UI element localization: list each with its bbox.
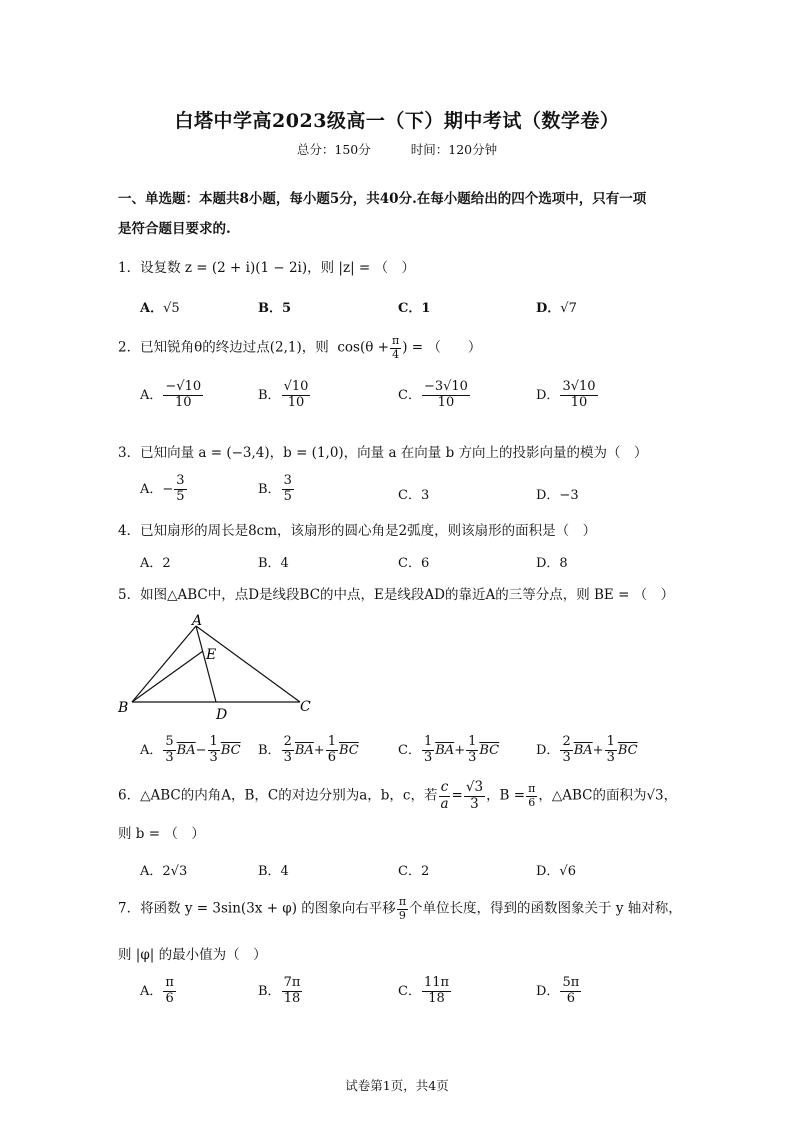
- question-6-option-c: C．2: [398, 864, 430, 879]
- vertex-label-d: D: [216, 707, 228, 723]
- exam-meta: [0, 140, 794, 158]
- question-3-stem: 3．已知向量 a = (−3,4)，b = (1,0)，向量 a 在向量 b 方向上的投影向量的模为（ ）: [118, 445, 648, 461]
- question-7-line2: 则 |φ| 的最小值为（ ）: [118, 947, 267, 963]
- question-1-option-b: B．5: [258, 301, 292, 316]
- question-1-option-d: D．√7: [536, 301, 577, 316]
- segment-ad: [196, 626, 216, 702]
- question-2-option-b: B． $\frac{√10}{10}$: [258, 379, 309, 410]
- question-3-option-a: A．− $\frac{3}{5}$: [140, 473, 185, 504]
- question-1-stem: 1．设复数 z = (2 + i)(1 − 2i)，则 |z| = （ ）: [118, 260, 416, 276]
- vertex-label-e: E: [206, 647, 217, 663]
- question-1-option-a: A．√5: [140, 301, 180, 316]
- page-title: 白塔中学高2023级高一（下）期中考试（数学卷）: [174, 110, 620, 132]
- page-footer: 试卷第1页，共4页: [345, 1078, 449, 1093]
- vertex-label-c: C: [300, 699, 311, 715]
- question-2-stem: 2．已知锐角θ的终边过点(2,1)，则 cos(θ + $\frac{\pi}{4}$ ) = （ ）: [118, 334, 482, 361]
- vertex-label-b: B: [118, 700, 129, 716]
- question-4-option-c: C．6: [398, 556, 430, 571]
- question-6-stem: 6．△ABC的内角A，B，C的对边分别为a，b，c，若 $\frac{c}{a}$ = $\frac{√3}{3}$ ，B = $\frac{\pi}{6}$ ，△ABC的面积为√3，: [118, 779, 678, 812]
- question-1-option-c: C．1: [398, 301, 431, 316]
- question-6-option-b: B．4: [258, 864, 289, 879]
- question-6-option-a: A．2√3: [140, 864, 188, 879]
- question-4-stem: 4．已知扇形的周长是8cm，该扇形的圆心角是2弧度，则该扇形的面积是（ ）: [118, 523, 597, 539]
- question-4-option-b: B．4: [258, 556, 289, 571]
- question-3-option-b: B． $\frac{3}{5}$: [258, 473, 292, 504]
- question-7-option-a: A． $\frac{\pi}{6}$: [140, 975, 174, 1006]
- question-3-option-c: C．3: [398, 488, 430, 503]
- vertex-label-a: A: [192, 613, 203, 629]
- section-heading-line2: 是符合题目要求的.: [118, 221, 231, 237]
- question-7-option-c: C． $\frac{11\pi}{18}$: [398, 975, 450, 1006]
- question-4-option-d: D．8: [536, 556, 568, 571]
- question-2-option-d: D． $\frac{3√10}{10}$: [536, 379, 596, 410]
- question-5-option-d: D． $\frac{2}{3}$ $\overline{BA}+$ $\frac{1}{3}$ $\overline{BC}$: [536, 734, 638, 765]
- question-6-option-d: D．√6: [536, 864, 576, 879]
- question-2-option-a: A． $\frac{-√10}{10}$: [140, 379, 202, 410]
- question-5-stem: 5．如图△ABC中，点D是线段BC的中点，E是线段AD的靠近A的三等分点，则 BE = （ ）: [118, 587, 675, 603]
- segment-ab: [132, 626, 196, 702]
- question-3-option-d: D．−3: [536, 488, 579, 503]
- question-7-stem: 7．将函数 y = 3sin(3x + φ) 的图象向右平移 $\frac{\pi}{9}$ 个单位长度，得到的函数图象关于 y 轴对称，: [118, 895, 682, 922]
- section-heading-line1: 一、单选题：本题共8小题，每小题5分，共40分.在每小题给出的四个选项中，只有一项: [118, 191, 647, 207]
- question-5-option-b: B． $\frac{2}{3}$ $\overline{BA}+$ $\frac{1}{6}$ $\overline{BC}$: [258, 734, 359, 765]
- segment-ac: [196, 626, 300, 702]
- question-6-line2: 则 b = （ ）: [118, 826, 205, 842]
- question-4-option-a: A．2: [140, 556, 171, 571]
- question-7-option-d: D． $\frac{5\pi}{6}$: [536, 975, 580, 1006]
- total-score: 总分：150分: [296, 142, 371, 157]
- exam-time: 时间：120分钟: [410, 142, 498, 157]
- question-5-option-a: A． $\frac{5}{3}$ $\overline{BA}-$ $\frac{1}{3}$ $\overline{BC}$: [140, 734, 241, 765]
- triangle-diagram: [110, 612, 330, 724]
- question-2-option-c: C． $\frac{-3√10}{10}$: [398, 379, 468, 410]
- question-7-option-b: B． $\frac{7\pi}{18}$: [258, 975, 301, 1006]
- question-5-option-c: C． $\frac{1}{3}$ $\overline{BA}+$ $\frac{1}{3}$ $\overline{BC}$: [398, 734, 500, 765]
- segment-be: [132, 651, 203, 702]
